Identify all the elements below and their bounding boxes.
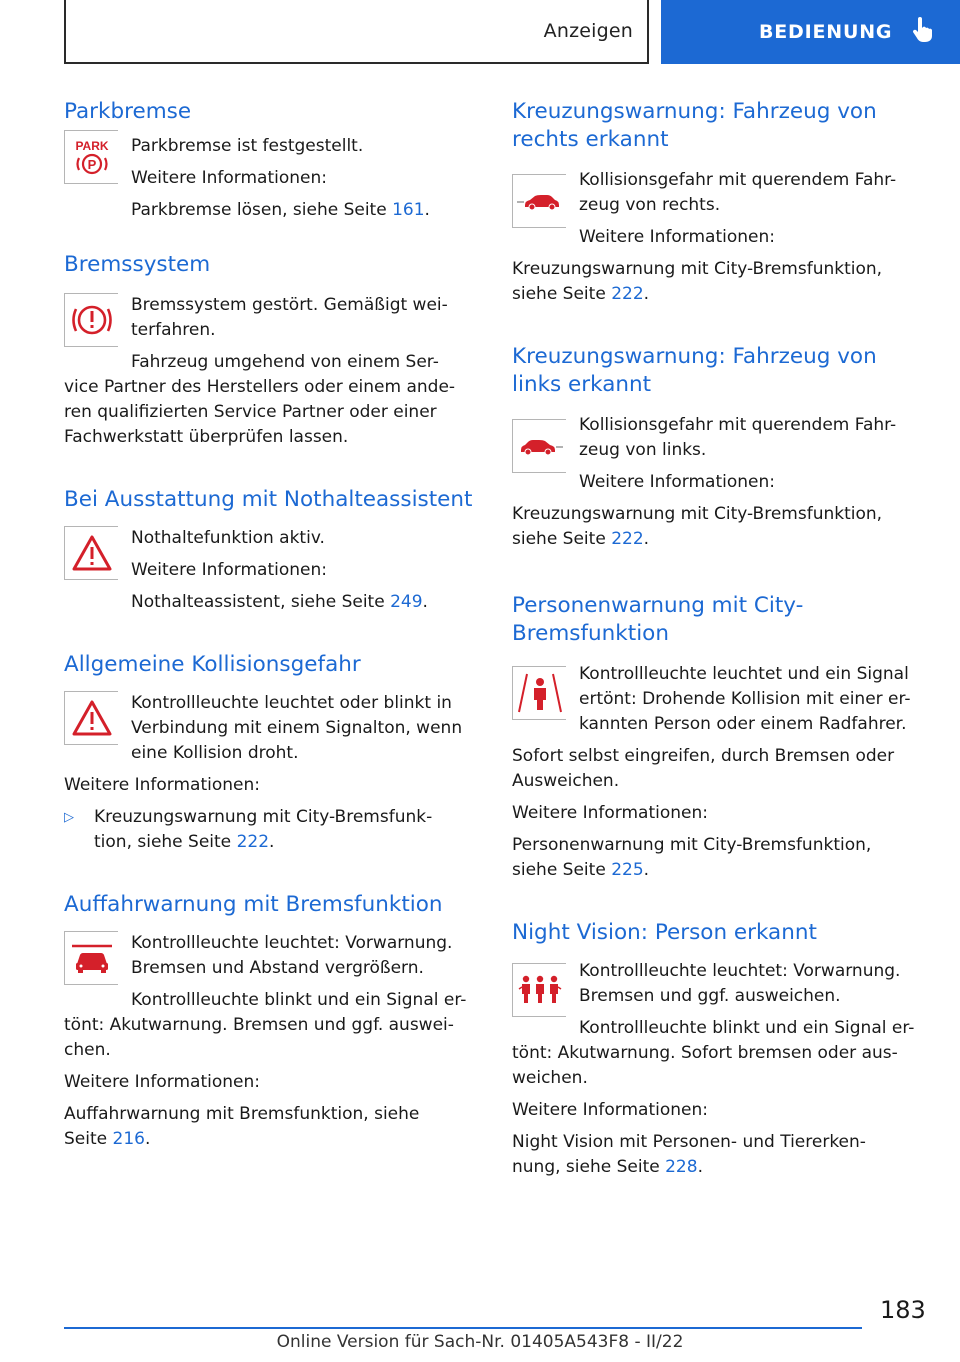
paragraph: Kollisionsgefahr mit querendem Fahr- zeug von links. [579, 415, 897, 460]
section-title: Kreuzungswarnung: Fahrzeug von rechts erkannt [512, 99, 877, 152]
paragraph: Kreuzungswarnung mit City-Bremsfunktion, siehe Seite 222. [512, 504, 883, 549]
section-night-vision [512, 919, 928, 1180]
paragraph: Kontrollleuchte leuchtet: Vorwarnung. Bremsen und Abstand vergrößern. [131, 933, 453, 978]
svg-text:PARK: PARK [74, 139, 109, 153]
paragraph: Kollisionsgefahr mit querendem Fahr- zeug von rechts. [579, 170, 897, 215]
page-number: 183 [880, 1296, 926, 1324]
paragraph: Weitere Informationen: [64, 1072, 260, 1092]
section-title: Auffahrwarnung mit Bremsfunktion [64, 892, 443, 917]
paragraph: Fahrzeug umgehend von einem Ser- vice Partner des Herstellers oder einem ande- ren qualifizierten Service Partner oder einer Fachwerkstatt überprüfen lassen. [64, 352, 456, 447]
section-personenwarnung [512, 592, 928, 883]
section-title: Personenwarnung mit City- Bremsfunktion [512, 593, 804, 646]
paragraph: Kontrollleuchte leuchtet oder blinkt in Verbindung mit einem Signalton, wenn eine Kollision droht. [131, 693, 463, 763]
pedestrian-warning-icon [512, 666, 566, 720]
page-link[interactable]: 216 [112, 1129, 145, 1149]
section-kollisionsgefahr [64, 651, 476, 855]
page-link[interactable]: 249 [390, 592, 423, 612]
svg-text:P: P [87, 157, 96, 172]
section-title: Bei Ausstattung mit Nothalteassistent [64, 487, 473, 512]
section-title: Kreuzungswarnung: Fahrzeug von links erkannt [512, 344, 877, 397]
section-title: Allgemeine Kollisionsgefahr [64, 652, 361, 677]
section-title: Bremssystem [64, 252, 211, 277]
header-chapter-tab[interactable] [661, 0, 960, 64]
left-column [64, 98, 476, 1152]
paragraph: Weitere Informationen: [64, 775, 260, 795]
paragraph: Parkbremse ist festgestellt. [131, 136, 364, 156]
footer-online-version: Online Version für Sach-Nr. 01405A543F8 - II/22 [276, 1332, 684, 1352]
paragraph: Nothaltefunktion aktiv. [131, 528, 325, 548]
section-title: Parkbremse [64, 99, 192, 124]
page-link[interactable]: 222 [611, 284, 644, 304]
page-link[interactable]: 222 [611, 529, 644, 549]
paragraph: Night Vision mit Personen- und Tiererken- nung, siehe Seite 228. [512, 1132, 866, 1177]
section-parkbremse [64, 98, 476, 223]
paragraph: Auffahrwarnung mit Bremsfunktion, siehe Seite 216. [64, 1104, 420, 1149]
car-collision-icon [64, 931, 118, 985]
park-brake-icon [64, 130, 118, 184]
section-title: Night Vision: Person erkannt [512, 920, 817, 945]
paragraph: Bremssystem gestört. Gemäßigt wei- terfahren. [131, 295, 448, 340]
cross-traffic-right-icon [512, 174, 566, 228]
header-section-box [64, 0, 649, 64]
right-column [512, 98, 928, 1180]
paragraph: Nothalteassistent, siehe Seite 249. [131, 592, 428, 612]
footer-divider [64, 1327, 862, 1329]
paragraph: Parkbremse lösen, siehe Seite 161. [131, 200, 430, 220]
paragraph: Weitere Informationen: [579, 472, 775, 492]
paragraph: Kontrollleuchte blinkt und ein Signal er- tönt: Akutwarnung. Bremsen und ggf. auswei- chen. [64, 990, 467, 1060]
page-link[interactable]: 225 [611, 860, 644, 880]
bullet-triangle-icon: ▷ [64, 810, 74, 825]
paragraph: Personenwarnung mit City-Bremsfunktion, siehe Seite 225. [512, 835, 872, 880]
section-nothalteassistent [64, 486, 476, 615]
paragraph: Weitere Informationen: [131, 560, 327, 580]
paragraph: Kontrollleuchte leuchtet und ein Signal ertönt: Drohende Kollision mit einer er- kannten Person oder einem Radfahrer. [579, 664, 911, 734]
night-vision-persons-icon [512, 963, 566, 1017]
warning-triangle-icon [64, 526, 118, 580]
section-auffahrwarnung [64, 891, 476, 1152]
paragraph: Kontrollleuchte leuchtet: Vorwarnung. Bremsen und ggf. ausweichen. [579, 961, 901, 1006]
header-chapter-label: BEDIENUNG [759, 21, 893, 43]
page-link[interactable]: 161 [392, 200, 425, 220]
page-link[interactable]: 228 [665, 1157, 698, 1177]
paragraph: Sofort selbst eingreifen, durch Bremsen oder Ausweichen. [512, 746, 895, 791]
paragraph: Kreuzungswarnung mit City-Bremsfunktion, siehe Seite 222. [512, 259, 883, 304]
paragraph: Weitere Informationen: [579, 227, 775, 247]
section-bremssystem [64, 251, 476, 450]
cross-traffic-left-icon [512, 419, 566, 473]
paragraph: Weitere Informationen: [512, 803, 708, 823]
paragraph: Kontrollleuchte blinkt und ein Signal er- tönt: Akutwarnung. Sofort bremsen oder aus- weichen. [512, 1018, 915, 1088]
page-link[interactable]: 222 [236, 832, 270, 852]
section-kreuzung-rechts [512, 98, 928, 307]
paragraph: Weitere Informationen: [131, 168, 327, 188]
brake-system-warning-icon [64, 293, 118, 347]
bullet-item: ▷ Kreuzungswarnung mit City-Bremsfunk- tion, siehe Seite 222. [64, 807, 433, 852]
warning-triangle-icon [64, 691, 118, 745]
paragraph: Weitere Informationen: [512, 1100, 708, 1120]
section-kreuzung-links [512, 343, 928, 552]
pointing-hand-icon [912, 17, 934, 47]
header-section-label: Anzeigen [543, 20, 633, 42]
